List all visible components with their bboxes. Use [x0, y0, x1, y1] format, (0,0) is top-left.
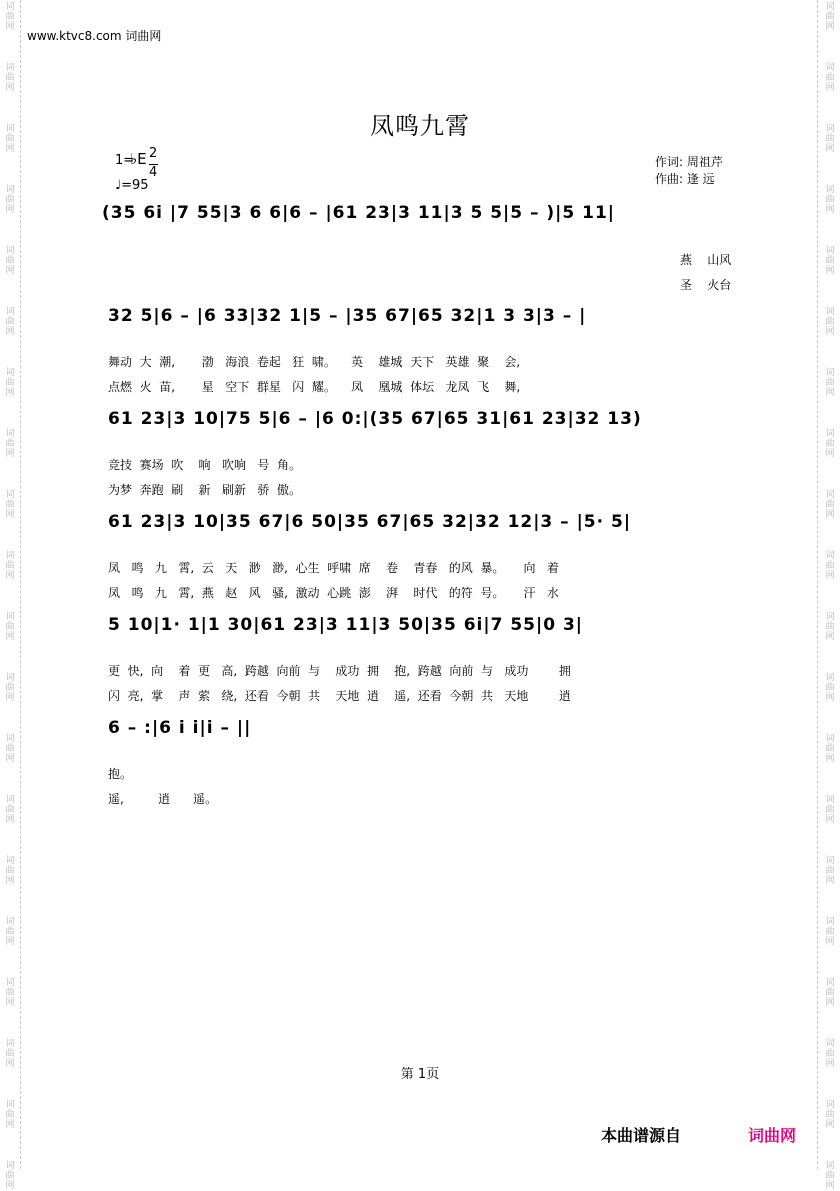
watermark-text: 词 曲 网 [5, 1039, 15, 1069]
left-margin-guide [20, 0, 21, 1169]
notation-line: 5 10|1· 1|1 30|61 23|3 11|3 50|35 6i|7 55|0 3| [108, 615, 583, 635]
lyric-line: 为梦 奔跑 刷 新 刷新 骄 傲。 [108, 483, 302, 497]
watermark-text: 词 曲 网 [5, 1161, 15, 1191]
watermark-text: 词 曲 网 [825, 734, 835, 764]
watermark-text: 词 曲 网 [825, 368, 835, 398]
notation-line: (35 6i |7 55|3 6 6|6 – |61 23|3 11|3 5 5|5 – )|5 11| [102, 203, 615, 223]
watermark-text: 词 曲 网 [5, 2, 15, 32]
watermark-text: 词 曲 网 [825, 917, 835, 947]
tempo-value: =95 [121, 178, 149, 193]
lyric-line: 舞动 大 潮, 渤 海浪 卷起 狂 啸。 英 雄城 天下 英雄 聚 会, [108, 355, 521, 369]
time-signature-bottom: 4 [149, 165, 158, 180]
quarter-note-icon: ♩ [115, 178, 122, 193]
watermark-text: 词 曲 网 [5, 1100, 15, 1130]
lyric-line: 竞技 赛场 吹 响 吹响 号 角。 [108, 458, 302, 472]
watermark-text: 词 曲 网 [825, 612, 835, 642]
lyric-line: 遥, 逍 遥。 [108, 792, 218, 806]
watermark-text: 词 曲 网 [825, 185, 835, 215]
song-title: 凤鸣九霄 [370, 112, 470, 140]
watermark-text: 词 曲 网 [825, 1161, 835, 1191]
watermark-text: 词 曲 网 [5, 856, 15, 886]
watermark-text: 词 曲 网 [825, 246, 835, 276]
watermark-text: 词 曲 网 [5, 307, 15, 337]
right-margin-guide [817, 0, 818, 1169]
key-flat: ♭E [130, 150, 147, 168]
lyric-line: 燕 山风 [680, 253, 732, 267]
notation-line: 32 5|6 – |6 33|32 1|5 – |35 67|65 32|1 3 3|3 – | [108, 306, 587, 326]
composer: 作曲: 逢 远 [655, 172, 715, 186]
watermark-text: 词 曲 网 [825, 1039, 835, 1069]
page-number: 第 1页 [400, 1067, 440, 1082]
watermark-text: 词 曲 网 [825, 2, 835, 32]
watermark-text: 词 曲 网 [5, 978, 15, 1008]
watermark-text: 词 曲 网 [5, 673, 15, 703]
watermark-text: 词 曲 网 [825, 673, 835, 703]
time-signature-top: 2 [149, 146, 158, 161]
source-label: 本曲谱源自 [601, 1126, 682, 1145]
lyric-line: 凤 鸣 九 霄, 云 天 渺 渺, 心生 呼啸 席 卷 青春 的风 暴。 向 着 [108, 561, 559, 575]
watermark-text: 词 曲 网 [5, 490, 15, 520]
watermark-text: 词 曲 网 [5, 795, 15, 825]
watermark-text: 词 曲 网 [5, 124, 15, 154]
lyric-line: 点燃 火 苗, 星 空下 群星 闪 耀。 凤 凰城 体坛 龙凤 飞 舞, [108, 380, 521, 394]
watermark-text: 词 曲 网 [825, 978, 835, 1008]
watermark-text: 词 曲 网 [825, 429, 835, 459]
lyric-line: 抱。 [108, 767, 133, 781]
notation-line: 6 – :|6 i i|i – || [108, 718, 252, 738]
lyric-line: 凤 鸣 九 霄, 燕 赵 风 骚, 激动 心跳 澎 湃 时代 的符 号。 汗 水 [108, 586, 559, 600]
watermark-text: 词 曲 网 [5, 429, 15, 459]
lyricist: 作词: 周祖芹 [655, 155, 723, 169]
key-label: 1= [115, 153, 135, 168]
notation-line: 61 23|3 10|35 67|6 50|35 67|65 32|32 12|3 – |5· 5| [108, 512, 632, 532]
watermark-text: 词 曲 网 [5, 734, 15, 764]
watermark-text: 词 曲 网 [825, 795, 835, 825]
watermark-text: 词 曲 网 [5, 63, 15, 93]
notation-line: 61 23|3 10|75 5|6 – |6 0:|(35 67|65 31|61 23|32 13) [108, 409, 642, 429]
watermark-text: 词 曲 网 [825, 307, 835, 337]
lyric-line: 更 快, 向 着 更 高, 跨越 向前 与 成功 拥 抱, 跨越 向前 与 成功 拥 [108, 664, 571, 678]
watermark-text: 词 曲 网 [5, 368, 15, 398]
watermark-text: 词 曲 网 [825, 551, 835, 581]
watermark-text: 词 曲 网 [5, 917, 15, 947]
watermark-text: 词 曲 网 [825, 124, 835, 154]
watermark-text: 词 曲 网 [825, 1100, 835, 1130]
watermark-text: 词 曲 网 [825, 63, 835, 93]
watermark-text: 词 曲 网 [5, 612, 15, 642]
tempo-marking [115, 178, 149, 193]
watermark-text: 词 曲 网 [825, 856, 835, 886]
watermark-text: 词 曲 网 [5, 551, 15, 581]
lyric-line: 闪 亮, 掌 声 萦 绕, 还看 今朝 共 天地 逍 遥, 还看 今朝 共 天地 逍 [108, 689, 571, 703]
site-url: www.ktvc8.com 词曲网 [27, 29, 162, 43]
watermark-text: 词 曲 网 [825, 490, 835, 520]
lyric-line: 圣 火台 [680, 278, 732, 292]
watermark-text: 词 曲 网 [5, 246, 15, 276]
brand-logo: 词曲网 [748, 1126, 797, 1145]
watermark-text: 词 曲 网 [5, 185, 15, 215]
